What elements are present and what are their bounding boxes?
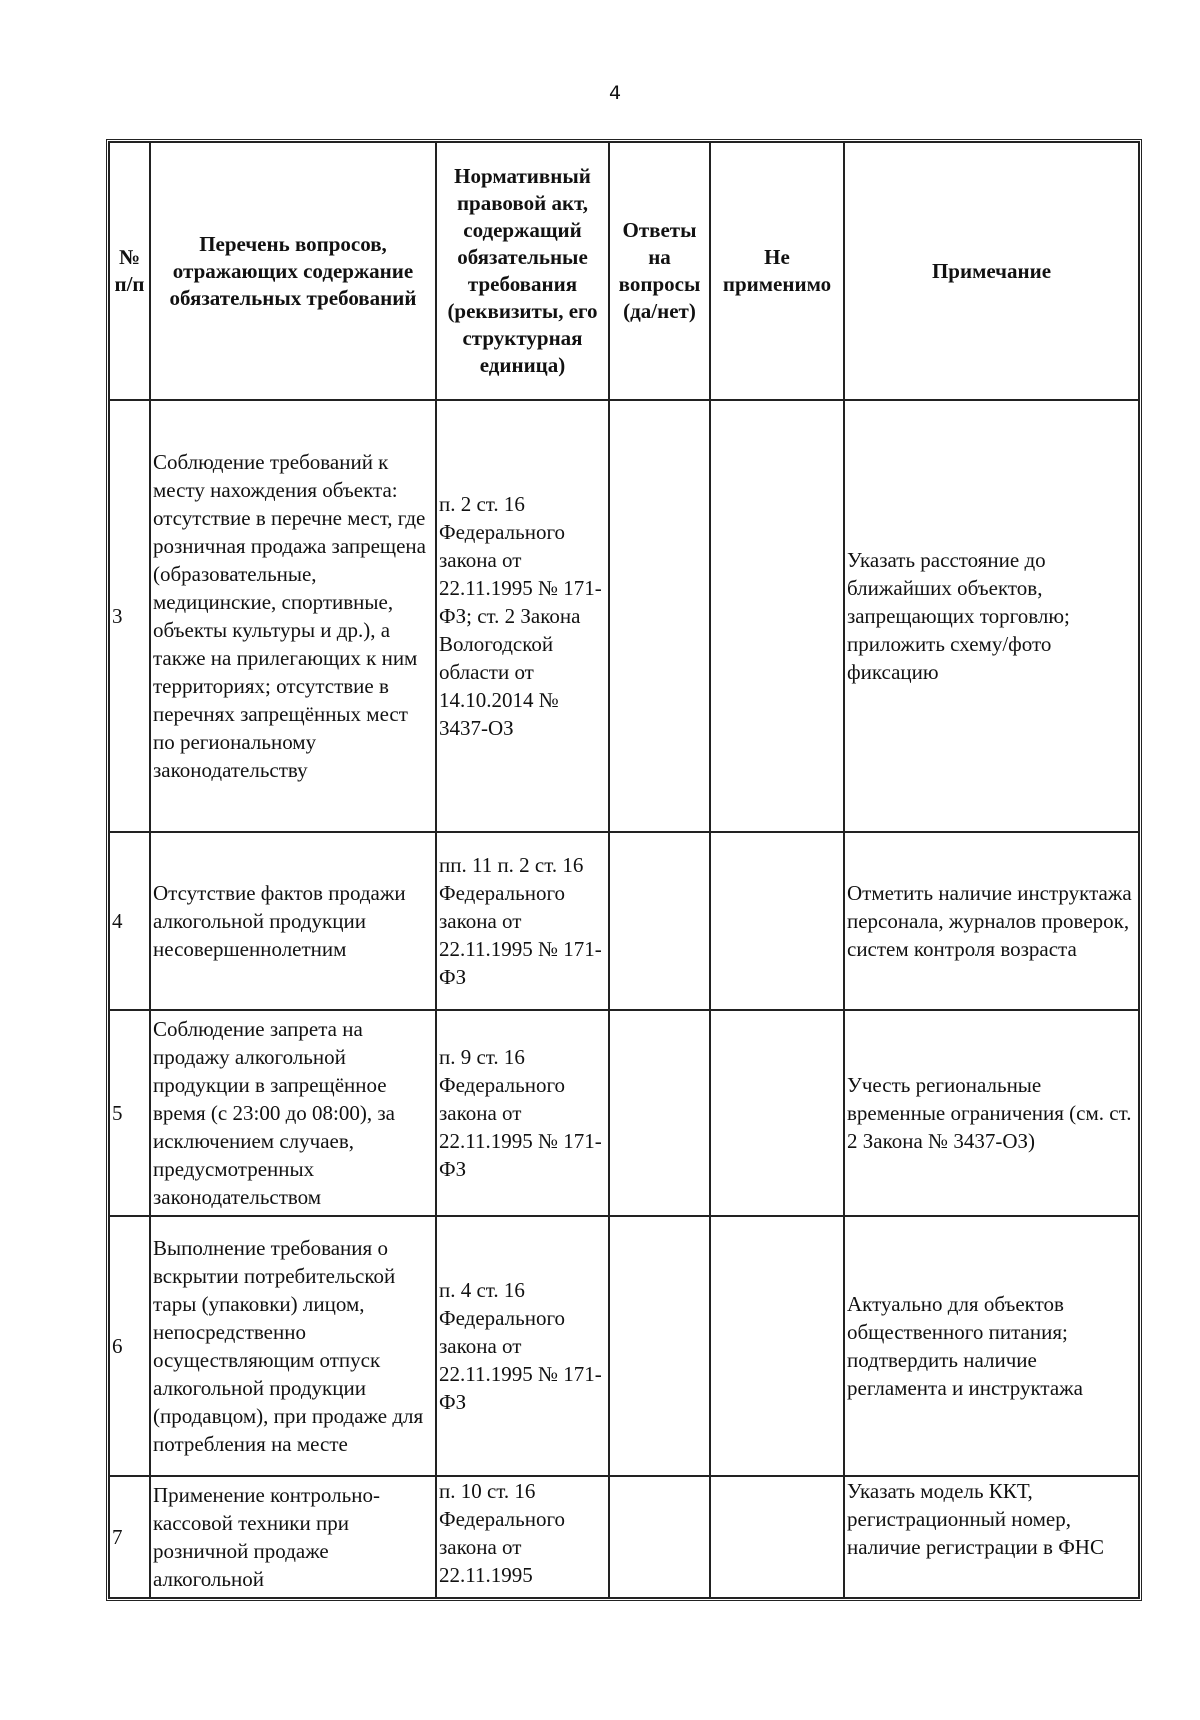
- checklist-table: [106, 139, 1142, 1601]
- row-law-reference: п. 9 ст. 16 Федерального закона от 22.11.1995 № 171-ФЗ: [436, 1010, 609, 1216]
- row-question: Отсутствие фактов продажи алкогольной продукции несовершеннолетним: [150, 832, 436, 1010]
- row-law-reference: п. 10 ст. 16 Федерального закона от 22.11.1995: [436, 1476, 609, 1598]
- row-law-reference: п. 2 ст. 16 Федерального закона от 22.11.1995 № 171-ФЗ; ст. 2 Закона Вологодской области от 14.10.2014 № 3437-ОЗ: [436, 400, 609, 832]
- table-row: [109, 1216, 1139, 1476]
- row-not-applicable-cell[interactable]: [710, 1010, 844, 1216]
- row-question: Соблюдение требований к месту нахождения объекта: отсутствие в перечне мест, где розничная продажа запрещена (образовательные, медицинские, спортивные, объекты культуры и др.), а также на прилегающих к ним территориях; отсутствие в перечнях запрещённых мест по региональному законодательству: [150, 400, 436, 832]
- row-law-reference: пп. 11 п. 2 ст. 16 Федерального закона от 22.11.1995 № 171-ФЗ: [436, 832, 609, 1010]
- row-note: Указать модель ККТ, регистрационный номер, наличие регистрации в ФНС: [844, 1476, 1139, 1598]
- header-law: Нормативный правовой акт, содержащий обязательные требования (реквизиты, его структурная единица): [436, 142, 609, 400]
- table-row: [109, 1010, 1139, 1216]
- header-row: [109, 142, 1139, 400]
- row-number: 4: [109, 832, 150, 1010]
- row-law-reference: п. 4 ст. 16 Федерального закона от 22.11.1995 № 171-ФЗ: [436, 1216, 609, 1476]
- row-answer-cell[interactable]: [609, 1010, 710, 1216]
- row-note: Актуально для объектов общественного питания; подтвердить наличие регламента и инструктажа: [844, 1216, 1139, 1476]
- row-note: Отметить наличие инструктажа персонала, журналов проверок, систем контроля возраста: [844, 832, 1139, 1010]
- table-row: [109, 832, 1139, 1010]
- header-not-applicable: Не применимо: [710, 142, 844, 400]
- row-note: Указать расстояние до ближайших объектов, запрещающих торговлю; приложить схему/фото фиксацию: [844, 400, 1139, 832]
- row-not-applicable-cell[interactable]: [710, 1216, 844, 1476]
- row-number: 5: [109, 1010, 150, 1216]
- row-not-applicable-cell[interactable]: [710, 400, 844, 832]
- header-note: Примечание: [844, 142, 1139, 400]
- header-answer: Ответы на вопросы (да/нет): [609, 142, 710, 400]
- table-row: [109, 1476, 1139, 1598]
- row-answer-cell[interactable]: [609, 400, 710, 832]
- row-not-applicable-cell[interactable]: [710, 1476, 844, 1598]
- table-row: [109, 400, 1139, 832]
- row-note: Учесть региональные временные ограничения (см. ст. 2 Закона № 3437-ОЗ): [844, 1010, 1139, 1216]
- row-answer-cell[interactable]: [609, 832, 710, 1010]
- row-number: 7: [109, 1476, 150, 1598]
- row-answer-cell[interactable]: [609, 1216, 710, 1476]
- row-not-applicable-cell[interactable]: [710, 832, 844, 1010]
- row-number: 6: [109, 1216, 150, 1476]
- header-num: № п/п: [109, 142, 150, 400]
- row-question: Выполнение требования о вскрытии потребительской тары (упаковки) лицом, непосредственно осуществляющим отпуск алкогольной продукции (продавцом), при продаже для потребления на месте: [150, 1216, 436, 1476]
- row-question: Применение контрольно-кассовой техники при розничной продаже алкогольной: [150, 1476, 436, 1598]
- row-question: Соблюдение запрета на продажу алкогольной продукции в запрещённое время (с 23:00 до 08:00), за исключением случаев, предусмотренных законодательством: [150, 1010, 436, 1216]
- page-number: 4: [608, 82, 622, 104]
- row-answer-cell[interactable]: [609, 1476, 710, 1598]
- row-number: 3: [109, 400, 150, 832]
- header-question: Перечень вопросов, отражающих содержание обязательных требований: [150, 142, 436, 400]
